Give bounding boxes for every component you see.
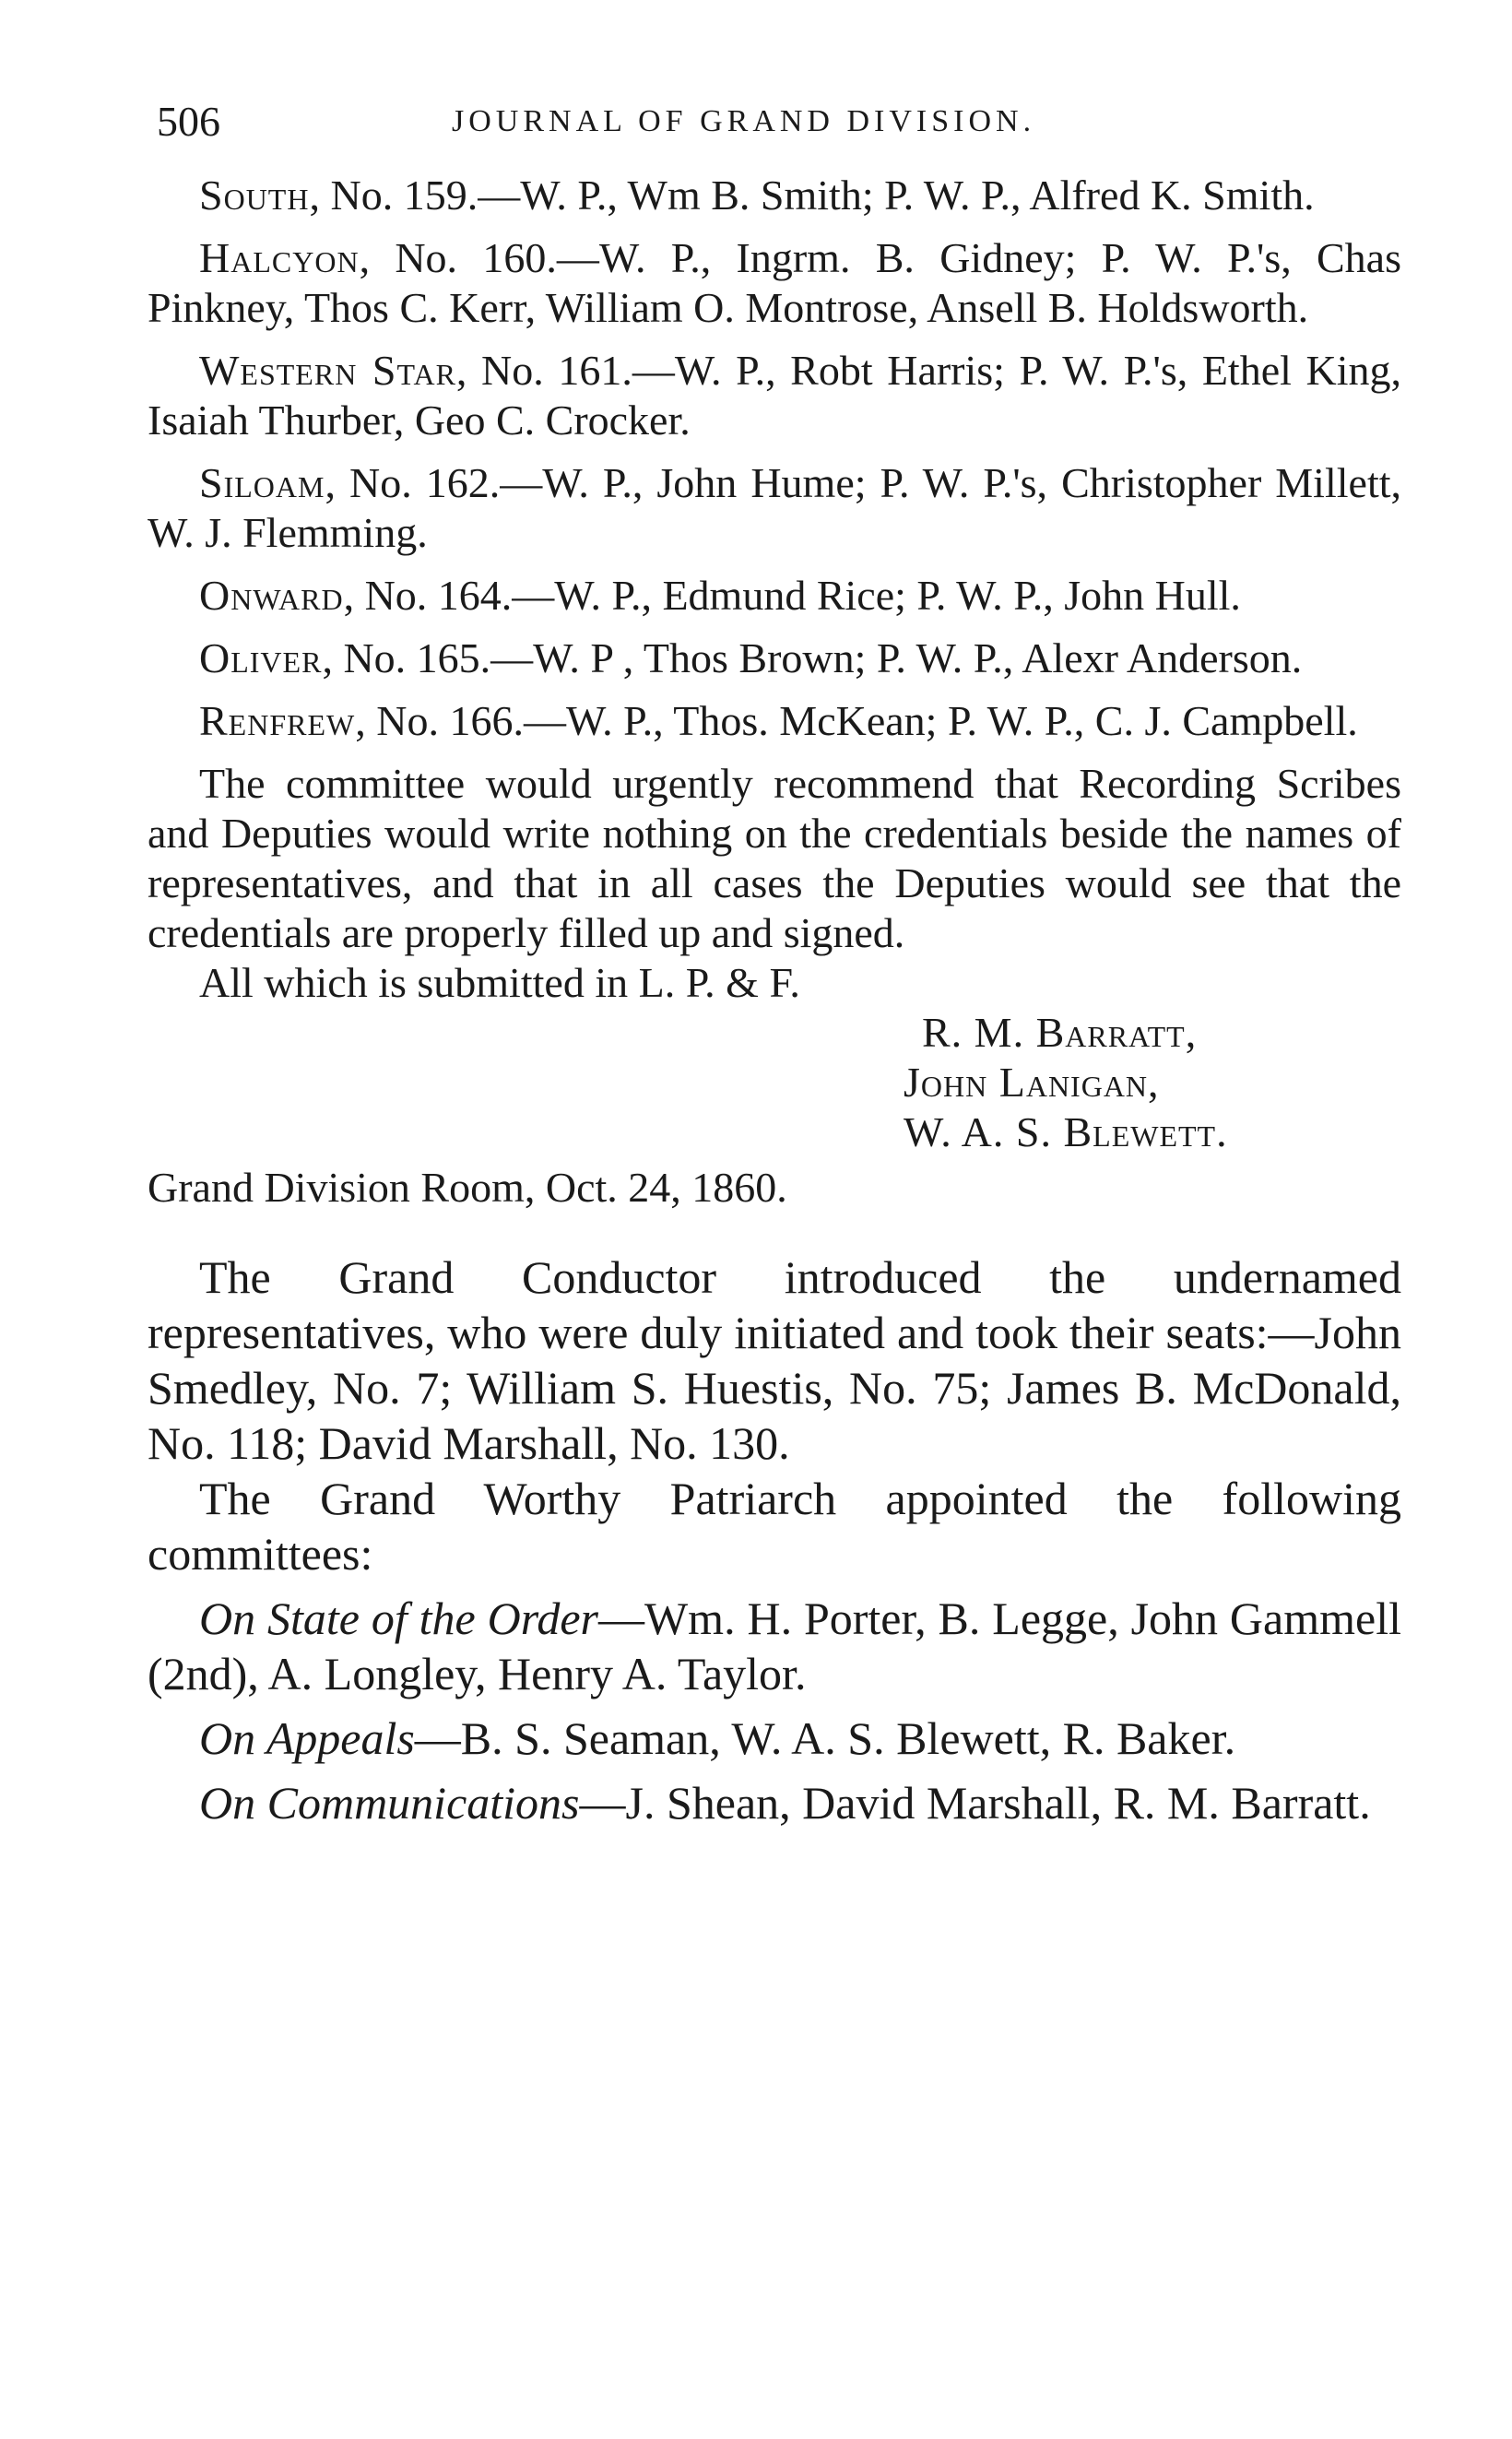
committee-entry <box>148 1775 1401 1830</box>
division-name: Onward <box>199 572 344 619</box>
division-officers: , No. 159.—W. P., Wm B. Smith; P. W. P., Alfred K. Smith. <box>309 172 1315 219</box>
division-entry <box>148 696 1401 746</box>
running-head <box>148 97 1401 171</box>
division-entry <box>148 346 1401 445</box>
division-entry <box>148 233 1401 333</box>
committee-name: On State of the Order <box>199 1592 598 1644</box>
signatory: John Lanigan, <box>904 1059 1160 1106</box>
page-number: 506 <box>157 98 220 145</box>
division-entry <box>148 171 1401 220</box>
committee-recommendation: The committee would urgently recommend that Recording Scribes and Deputies would write nothing on the credentials beside the names of representatives, and that in all cases the Deputies would see that the credentials are properly filled up and signed. <box>148 760 1401 956</box>
committee-list <box>148 1591 1401 1830</box>
division-officers: , No. 166.—W. P., Thos. McKean; P. W. P., C. J. Campbell. <box>355 697 1358 744</box>
committee-members: —B. S. Seaman, W. A. S. Blewett, R. Baker. <box>414 1712 1236 1764</box>
division-entry <box>148 633 1401 683</box>
committee-members: —Wm. H. Porter, B. Legge, John Gammell (2nd), A. Longley, Henry A. Taylor. <box>148 1592 1401 1699</box>
journal-title: JOURNAL OF GRAND DIVISION. <box>452 104 1036 138</box>
division-name: Oliver <box>199 634 323 681</box>
division-entry <box>148 458 1401 558</box>
appointment-paragraph: The Grand Worthy Patriarch appointed the following committees: <box>148 1473 1401 1580</box>
signatory: R. M. Barratt, <box>922 1009 1198 1056</box>
division-name: South <box>199 172 310 219</box>
place-date: Grand Division Room, Oct. 24, 1860. <box>148 1164 787 1211</box>
committee-name: On Appeals <box>199 1712 415 1764</box>
division-list <box>148 171 1401 746</box>
page <box>148 97 1401 1830</box>
division-name: Renfrew <box>199 697 356 744</box>
committee-entry <box>148 1591 1401 1701</box>
division-entry <box>148 571 1401 621</box>
introduction-paragraph: The Grand Conductor introduced the undernamed representatives, who were duly initiated and took their seats:—John Smedley, No. 7; William S. Huestis, No. 75; James B. McDonald, No. 118; David Marshall, No. 130. <box>148 1251 1401 1469</box>
division-officers: , No. 164.—W. P., Edmund Rice; P. W. P., John Hull. <box>343 572 1241 619</box>
division-name: Siloam <box>199 459 325 506</box>
committee-members: —J. Shean, David Marshall, R. M. Barratt. <box>579 1777 1371 1829</box>
submission-line: All which is submitted in L. P. & F. <box>199 959 800 1006</box>
signatory: W. A. S. Blewett. <box>904 1108 1228 1155</box>
committee-entry <box>148 1711 1401 1766</box>
signature-block <box>904 1008 1401 1157</box>
division-officers: , No. 162.—W. P., John Hume; P. W. P.'s, Christopher Millett, W. J. Flemming. <box>148 459 1401 556</box>
committee-name: On Communications <box>199 1777 580 1829</box>
division-name: Western Star <box>199 347 456 394</box>
division-officers: , No. 161.—W. P., Robt Harris; P. W. P.'s, Ethel King, Isaiah Thurber, Geo C. Crocker. <box>148 347 1401 444</box>
division-officers: , No. 165.—W. P , Thos Brown; P. W. P., Alexr Anderson. <box>322 634 1303 681</box>
division-officers: , No. 160.—W. P., Ingrm. B. Gidney; P. W. P.'s, Chas Pinkney, Thos C. Kerr, William O. Montrose, Ansell B. Holdsworth. <box>148 234 1401 331</box>
division-name: Halcyon <box>199 234 360 281</box>
